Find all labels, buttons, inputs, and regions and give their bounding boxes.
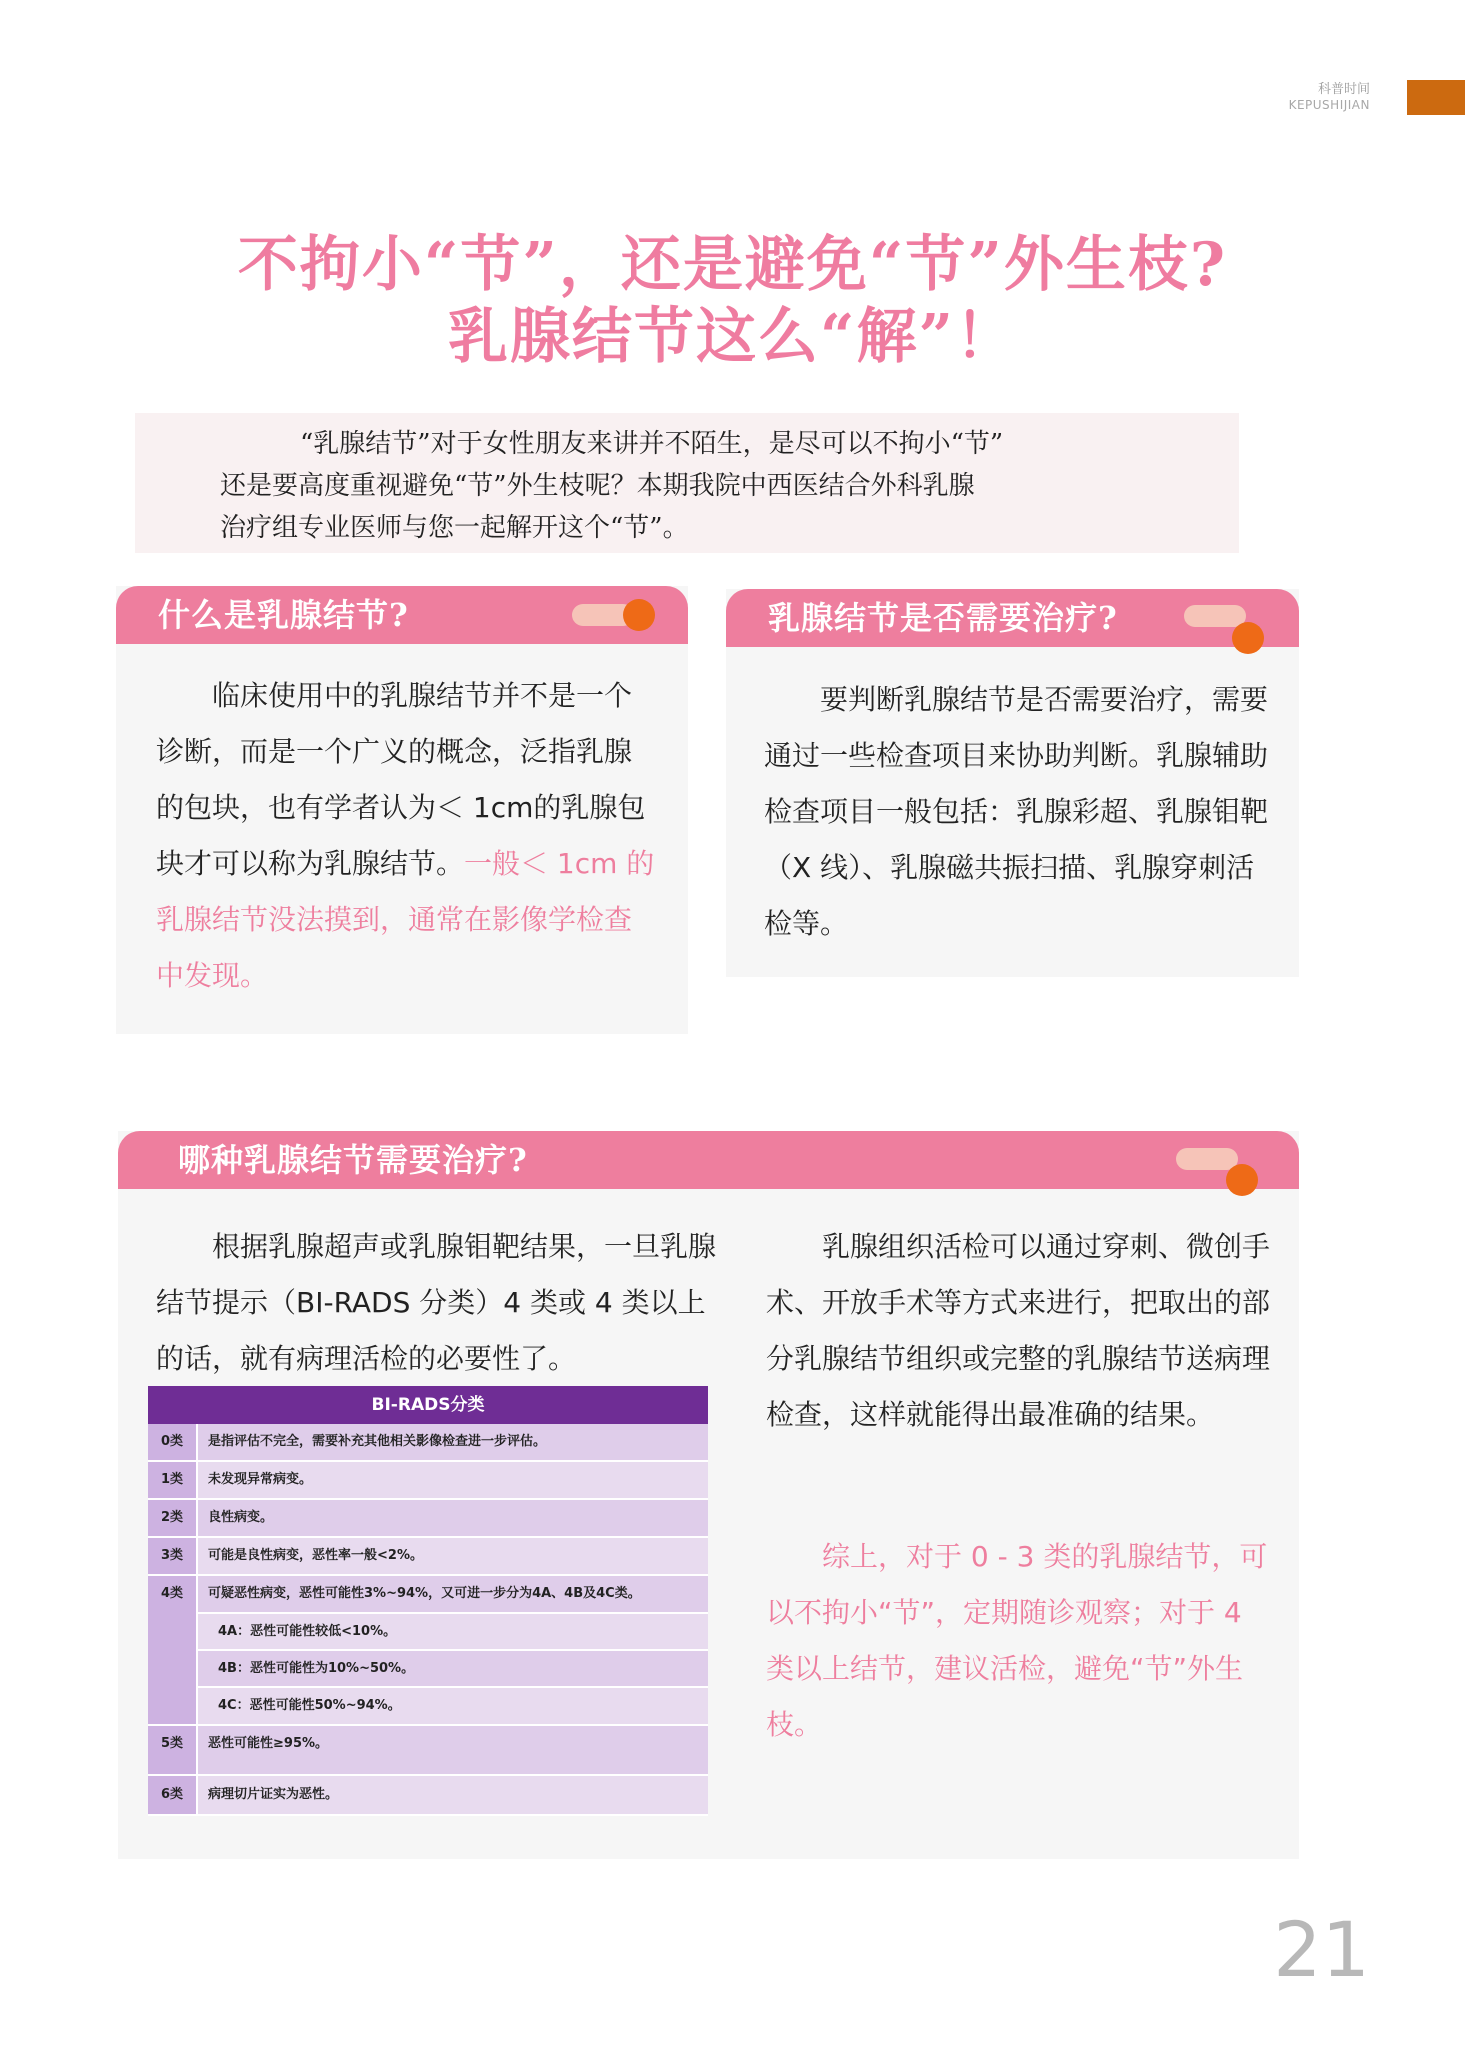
orange-dot-icon (1226, 1164, 1258, 1196)
table-desc-cell: 是指评估不完全，需要补充其他相关影像检查进一步评估。 (198, 1424, 708, 1460)
card-right-paragraph: 乳腺组织活检可以通过穿刺、微创手术、开放手术等方式来进行，把取出的部分乳腺结节组织或完整的乳腺结节送病理检查，这样就能得出最准确的结果。 (766, 1230, 1271, 1431)
table-class-cell: 4类 (148, 1576, 198, 1724)
table-desc-cell: 病理切片证实为恶性。 (198, 1776, 708, 1814)
section-label-cn: 科普时间 (1317, 82, 1370, 97)
intro-box (135, 413, 1239, 553)
table-row (148, 1776, 708, 1816)
table-class-cell: 2类 (148, 1500, 198, 1536)
card-header (116, 586, 688, 644)
card-summary-paragraph: 综上，对于 0 - 3 类的乳腺结节，可以不拘小“节”，定期随诊观察；对于 4 类以上结节，建议活检，避免“节”外生枝。 (766, 1540, 1268, 1741)
card-header (726, 589, 1299, 647)
table-class-cell: 3类 (148, 1538, 198, 1574)
table-class-cell: 5类 (148, 1726, 198, 1774)
card-need-treatment (726, 589, 1299, 977)
table-row (148, 1500, 708, 1538)
card-summary (766, 1529, 1271, 1753)
table-desc-cell: 可疑恶性病变，恶性可能性3%~94%，又可进一步分为4A、4B及4C类。 (198, 1576, 708, 1614)
page-title-line1: 不拘小“节”，还是避免“节”外生枝? (237, 230, 1228, 300)
table-desc-cell: 良性病变。 (198, 1500, 708, 1536)
intro-line2: 还是要高度重视避免“节”外生枝呢？本期我院中西医结合外科乳腺 (220, 471, 975, 501)
card-left-paragraph: 根据乳腺超声或乳腺钼靶结果，一旦乳腺结节提示（BI-RADS 分类）4 类或 4 类以上的话，就有病理活检的必要性了。 (156, 1230, 717, 1375)
card-heading: 乳腺结节是否需要治疗? (768, 599, 1118, 637)
intro-line1: “乳腺结节”对于女性朋友来讲并不陌生，是尽可以不拘小“节” (300, 429, 1004, 459)
card-heading: 什么是乳腺结节? (158, 596, 409, 634)
card-what-is-nodule (116, 586, 688, 1034)
card-body-text: 临床使用中的乳腺结节并不是一个诊断，而是一个广义的概念，泛指乳腺的包块，也有学者认为＜ 1cm的乳腺包块才可以称为乳腺结节。 (156, 679, 646, 880)
table-subrow: 4A：恶性可能性较低<10%。 (198, 1614, 708, 1651)
pill-decoration-icon (1176, 1148, 1238, 1170)
card-body (156, 668, 656, 1004)
table-subrow: 4C：恶性可能性50%~94%。 (198, 1688, 708, 1724)
orange-dot-icon (623, 599, 655, 631)
card-body-highlight: 一般＜ 1cm 的乳腺结节没法摸到，通常在影像学检查中发现。 (156, 847, 655, 992)
birads-table-title: BI-RADS分类 (148, 1386, 708, 1424)
card-header (118, 1131, 1299, 1189)
pill-decoration-icon (1184, 605, 1246, 627)
table-row (148, 1726, 708, 1776)
table-row (148, 1424, 708, 1462)
table-row (148, 1576, 708, 1726)
birads-table (148, 1386, 708, 1816)
card-body-text: 要判断乳腺结节是否需要治疗，需要通过一些检查项目来协助判断。乳腺辅助检查项目一般包括：乳腺彩超、乳腺钼靶（X 线）、乳腺磁共振扫描、乳腺穿刺活检等。 (764, 683, 1269, 940)
table-desc-cell: 未发现异常病变。 (198, 1462, 708, 1498)
card-left-text (156, 1219, 720, 1387)
header-accent-bar (1407, 80, 1465, 115)
table-desc-cell: 恶性可能性≥95%。 (198, 1726, 708, 1774)
table-class-cell: 0类 (148, 1424, 198, 1460)
orange-dot-icon (1232, 622, 1264, 654)
table-subrows (198, 1576, 708, 1724)
table-class-cell: 6类 (148, 1776, 198, 1814)
table-desc-cell: 可能是良性病变，恶性率一般<2%。 (198, 1538, 708, 1574)
page-title-line2: 乳腺结节这么“解”！ (447, 302, 1018, 372)
table-class-cell: 1类 (148, 1462, 198, 1498)
card-body (764, 672, 1274, 952)
card-heading: 哪种乳腺结节需要治疗? (178, 1141, 528, 1179)
table-row (148, 1462, 708, 1500)
table-row (148, 1538, 708, 1576)
section-label-en: KEPUSHIJIAN (1288, 98, 1370, 112)
intro-line3: 治疗组专业医师与您一起解开这个“节”。 (220, 513, 689, 543)
page-number: 21 (1273, 1905, 1370, 1994)
card-right-text (766, 1219, 1271, 1443)
table-subrow: 4B：恶性可能性为10%~50%。 (198, 1651, 708, 1688)
